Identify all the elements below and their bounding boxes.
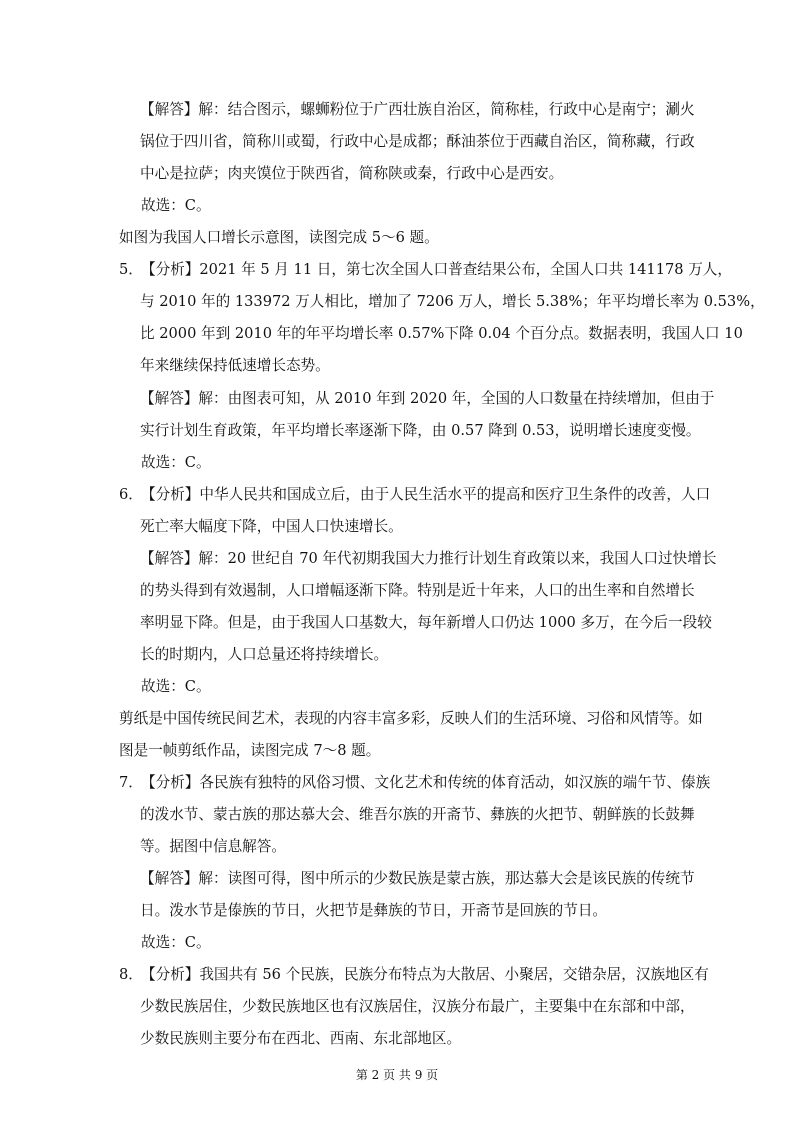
analysis-line: 比 2000 年到 2010 年的年平均增长率 0.57%下降 0.04 个百分点。数据表明，我国人口 10 [140, 325, 743, 342]
choice-line: 故选：C。 [141, 197, 211, 214]
analysis-line: 与 2010 年的 133972 万人相比，增加了 7206 万人，增长 5.38%；年平均增长率为 0.53%， [140, 293, 765, 310]
answer-line: 日。泼水节是傣族的节日，火把节是彝族的节日，开斋节是回族的节日。 [140, 902, 608, 919]
choice-line: 故选：C。 [141, 678, 211, 695]
analysis-line: 少数民族居住，少数民族地区也有汉族居住，汉族分布最广，主要集中在东部和中部， [140, 998, 695, 1015]
choice-line: 故选：C。 [141, 934, 211, 951]
analysis-line: 的泼水节、蒙古族的那达慕大会、维吾尔族的开斋节、彝族的火把节、朝鲜族的长鼓舞 [140, 806, 695, 823]
section-intro: 剪纸是中国传统民间艺术，表现的内容丰富多彩，反映人们的生活环境、习俗和风情等。如 [119, 710, 703, 727]
answer-line: 的势头得到有效遏制，人口增幅逐渐下降。特别是近十年来，人口的出生率和自然增长 [140, 582, 695, 599]
section-intro: 图是一帧剪纸作品，读图完成 7～8 题。 [119, 742, 381, 759]
question-number: 6． [119, 486, 143, 503]
question-number: 7． [119, 774, 143, 791]
question-8-analysis-line: 8．【分析】我国共有 56 个民族，民族分布特点为大散居、小聚居，交错杂居，汉族地区有 [119, 966, 709, 983]
analysis-line: 等。据图中信息解答。 [140, 838, 286, 855]
answer-line: 【解答】解：结合图示，螺蛳粉位于广西壮族自治区，简称桂，行政中心是南宁；涮火 [140, 101, 695, 118]
answer-line: 率明显下降。但是，由于我国人口基数大，每年新增人口仍达 1000 多万，在今后一段较 [140, 614, 712, 631]
answer-line: 实行计划生育政策，年平均增长率逐渐下降，由 0.57 降到 0.53，说明增长速度变慢。 [140, 422, 701, 439]
answer-line: 【解答】解：由图表可知，从 2010 年到 2020 年，全国的人口数量在持续增加，但由于 [140, 390, 715, 407]
answer-line: 长的时期内，人口总量还将持续增长。 [140, 646, 389, 663]
analysis-line: 少数民族则主要分布在西北、西南、东北部地区。 [140, 1030, 462, 1047]
question-7-analysis-line: 7．【分析】各民族有独特的风俗习惯、文化艺术和传统的体育活动，如汉族的端午节、傣族 [119, 774, 711, 791]
section-intro: 如图为我国人口增长示意图，读图完成 5～6 题。 [119, 229, 439, 246]
answer-line: 中心是拉萨；肉夹馍位于陕西省，简称陕或秦，行政中心是西安。 [140, 165, 564, 182]
question-5-analysis-line: 5．【分析】2021 年 5 月 11 日，第七次全国人口普查结果公布，全国人口共 141178 万人， [119, 261, 732, 278]
answer-line: 锅位于四川省，简称川或蜀，行政中心是成都；酥油茶位于西藏自治区，简称藏，行政 [140, 133, 695, 150]
choice-line: 故选：C。 [141, 454, 211, 471]
answer-line: 【解答】解：20 世纪自 70 年代初期我国大力推行计划生育政策以来，我国人口过快增长 [140, 550, 717, 567]
analysis-line: 年来继续保持低速增长态势。 [140, 357, 330, 374]
answer-line: 【解答】解：读图可得，图中所示的少数民族是蒙古族，那达慕大会是该民族的传统节 [140, 870, 695, 887]
page-footer: 第 2 页 共 9 页 [355, 1068, 439, 1082]
question-number: 5． [119, 261, 143, 278]
analysis-line: 死亡率大幅度下降，中国人口快速增长。 [140, 518, 403, 535]
question-number: 8． [119, 966, 143, 983]
question-6-analysis-line: 6．【分析】中华人民共和国成立后，由于人民生活水平的提高和医疗卫生条件的改善，人口 [119, 486, 711, 503]
